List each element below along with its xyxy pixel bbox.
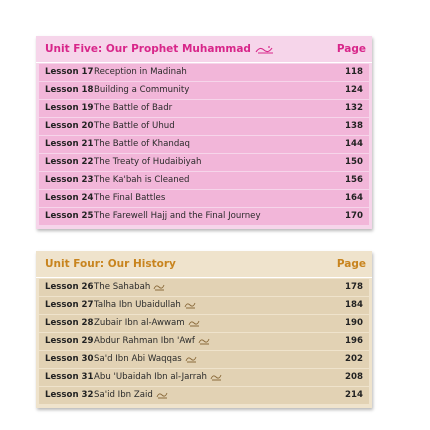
lesson-title bbox=[94, 354, 197, 364]
lesson-number: Lesson 17 bbox=[45, 67, 94, 77]
lesson-row bbox=[39, 190, 369, 207]
lesson-title bbox=[94, 103, 172, 113]
unit-four-page-header: Page bbox=[336, 258, 366, 270]
lesson-title-text: Building a Community bbox=[94, 85, 190, 95]
lesson-title-text: The Ka'bah is Cleaned bbox=[94, 175, 190, 185]
radiallahu-anhu-icon bbox=[185, 355, 197, 363]
lesson-number: Lesson 22 bbox=[45, 157, 94, 167]
unit-five-title: Unit Five: Our Prophet Muhammad bbox=[45, 43, 275, 55]
lesson-page-number: 202 bbox=[345, 354, 363, 364]
lesson-number: Lesson 24 bbox=[45, 193, 94, 203]
lesson-page-number: 150 bbox=[345, 157, 363, 167]
lesson-title bbox=[94, 372, 222, 382]
lesson-page-number: 138 bbox=[345, 121, 363, 131]
lesson-page-number: 190 bbox=[345, 318, 363, 328]
lesson-title bbox=[94, 67, 187, 77]
lesson-title bbox=[94, 300, 196, 310]
lesson-row bbox=[39, 333, 369, 350]
lesson-number: Lesson 18 bbox=[45, 85, 94, 95]
lesson-row bbox=[39, 279, 369, 296]
lesson-row bbox=[39, 351, 369, 368]
lesson-number: Lesson 26 bbox=[45, 282, 94, 292]
unit-five-lessons bbox=[36, 63, 372, 229]
lesson-row bbox=[39, 64, 369, 81]
lesson-page-number: 170 bbox=[345, 211, 363, 221]
lesson-row bbox=[39, 100, 369, 117]
lesson-number: Lesson 25 bbox=[45, 211, 94, 221]
lesson-page-number: 208 bbox=[345, 372, 363, 382]
lesson-page-number: 196 bbox=[345, 336, 363, 346]
unit-four-title: Unit Four: Our History bbox=[45, 258, 176, 270]
lesson-page-number: 124 bbox=[345, 85, 363, 95]
lesson-page-number: 156 bbox=[345, 175, 363, 185]
lesson-title bbox=[94, 390, 168, 400]
lesson-row bbox=[39, 118, 369, 135]
lesson-row bbox=[39, 369, 369, 386]
lesson-title-text: Sa'd Ibn Abi Waqqas bbox=[94, 354, 182, 364]
lesson-row bbox=[39, 136, 369, 153]
lesson-title bbox=[94, 318, 200, 328]
lesson-title bbox=[94, 175, 189, 185]
lesson-row bbox=[39, 208, 369, 225]
lesson-number: Lesson 27 bbox=[45, 300, 94, 310]
radiallahu-anhu-icon bbox=[153, 283, 165, 291]
lesson-page-number: 184 bbox=[345, 300, 363, 310]
lesson-title bbox=[94, 85, 189, 95]
lesson-number: Lesson 19 bbox=[45, 103, 94, 113]
lesson-number: Lesson 21 bbox=[45, 139, 94, 149]
radiallahu-anhu-icon bbox=[210, 373, 222, 381]
radiallahu-anhu-icon bbox=[198, 337, 210, 345]
lesson-title-text: Reception in Madinah bbox=[94, 67, 187, 77]
unit-four-lessons bbox=[36, 278, 372, 408]
radiallahu-anhu-icon bbox=[184, 301, 196, 309]
lesson-title-text: The Final Battles bbox=[94, 193, 166, 203]
lesson-page-number: 164 bbox=[345, 193, 363, 203]
lesson-title bbox=[94, 211, 261, 221]
unit-four-header bbox=[36, 251, 372, 278]
lesson-page-number: 178 bbox=[345, 282, 363, 292]
lesson-number: Lesson 30 bbox=[45, 354, 94, 364]
lesson-number: Lesson 32 bbox=[45, 390, 94, 400]
lesson-row bbox=[39, 387, 369, 404]
lesson-row bbox=[39, 297, 369, 314]
lesson-title bbox=[94, 121, 175, 131]
lesson-page-number: 118 bbox=[345, 67, 363, 77]
lesson-number: Lesson 28 bbox=[45, 318, 94, 328]
unit-five-header bbox=[36, 36, 372, 63]
salawat-calligraphy-icon bbox=[255, 45, 275, 54]
lesson-title bbox=[94, 157, 201, 167]
lesson-number: Lesson 29 bbox=[45, 336, 94, 346]
lesson-number: Lesson 20 bbox=[45, 121, 94, 131]
lesson-row bbox=[39, 82, 369, 99]
lesson-title bbox=[94, 282, 165, 292]
lesson-number: Lesson 31 bbox=[45, 372, 94, 382]
lesson-title-text: The Sahabah bbox=[94, 282, 151, 292]
lesson-title-text: Talha Ibn Ubaidullah bbox=[94, 300, 181, 310]
lesson-row bbox=[39, 315, 369, 332]
unit-four-table bbox=[36, 251, 372, 408]
lesson-page-number: 144 bbox=[345, 139, 363, 149]
lesson-title-text: The Battle of Uhud bbox=[94, 121, 175, 131]
lesson-title bbox=[94, 139, 190, 149]
lesson-title-text: The Battle of Badr bbox=[94, 103, 173, 113]
lesson-title-text: Abdur Rahman Ibn 'Awf bbox=[94, 336, 195, 346]
lesson-row bbox=[39, 154, 369, 171]
lesson-title bbox=[94, 193, 165, 203]
lesson-title-text: The Treaty of Hudaibiyah bbox=[94, 157, 202, 167]
lesson-title bbox=[94, 336, 210, 346]
lesson-title-text: Sa'id Ibn Zaid bbox=[94, 390, 153, 400]
lesson-title-text: Zubair Ibn al-Awwam bbox=[94, 318, 185, 328]
unit-five-page-header: Page bbox=[336, 43, 366, 55]
lesson-title-text: Abu 'Ubaidah Ibn al-Jarrah bbox=[94, 372, 208, 382]
lesson-page-number: 214 bbox=[345, 390, 363, 400]
lesson-row bbox=[39, 172, 369, 189]
lesson-title-text: The Battle of Khandaq bbox=[94, 139, 191, 149]
unit-five-table bbox=[36, 36, 372, 229]
lesson-number: Lesson 23 bbox=[45, 175, 94, 185]
radiallahu-anhu-icon bbox=[156, 391, 168, 399]
lesson-page-number: 132 bbox=[345, 103, 363, 113]
radiallahu-anhu-icon bbox=[188, 319, 200, 327]
lesson-title-text: The Farewell Hajj and the Final Journey bbox=[94, 211, 261, 221]
